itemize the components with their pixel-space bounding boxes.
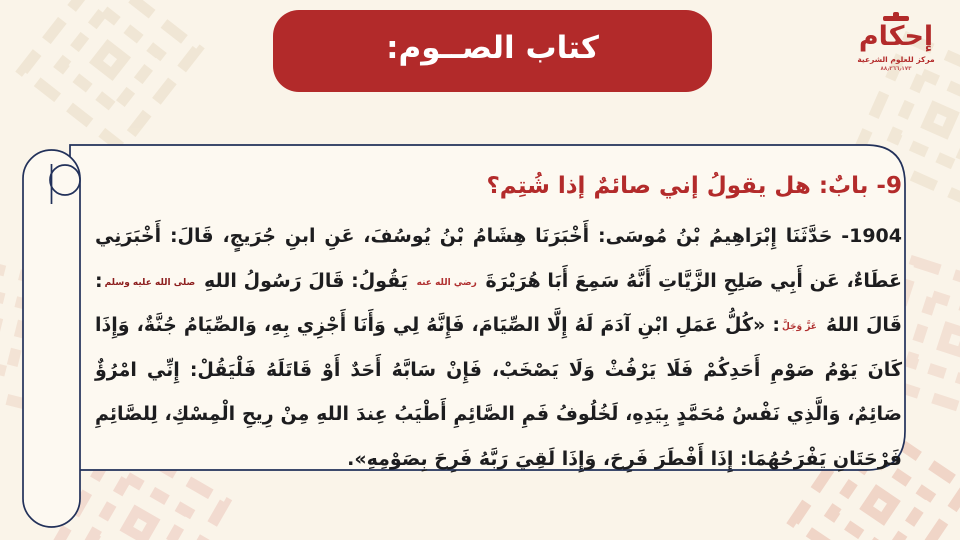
book-title: كتاب الصــوم: <box>386 29 599 66</box>
scroll-roll-left <box>23 150 80 527</box>
logo-small-line: ٨٨٫٣٦٦٫١٧٣ <box>880 65 912 72</box>
hadith-part-1: 1904- حَدَّثَنَا إِبْرَاهِيمُ بْنُ مُوسَى: أَخْبَرَنَا هِشَامُ بْنُ يُوسُفَ، عَنِ ابنِ جُرَيجٍ، قَالَ: أَخْبَرَنِي عَطَاءٌ، عَن أَبِي صَلِحِ الزَّيَّاتِ أَنَّهُ سَمِعَ أَبَا هُرَيْرَةَ <box>95 225 903 292</box>
hadith-part-2: يَقُولُ: قَالَ رَسُولُ اللهِ <box>197 269 415 292</box>
hadith-part-3: : قَالَ اللهُ <box>95 269 903 336</box>
title-banner <box>273 10 712 92</box>
radi-allahu-anhu-icon: رضي الله عنه <box>416 277 477 288</box>
ahkam-logo <box>850 16 942 72</box>
hadith-part-4: : «كُلُّ عَمَلِ ابْنِ آدَمَ لَهُ إِلَّا الصِّيَامَ، فَإِنَّهُ لِي وَأَنَا أَجْزِي بِهِ، وَالصِّيَامُ جُنَّةٌ، وَإِذَا كَانَ يَوْمُ صَوْمِ أَحَدِكُمْ فَلَا يَرْفُثْ وَلَا يَصْخَبْ، فَإِنْ سَابَّهُ أَحَدٌ أَوْ قَاتَلَهُ فَلْيَقُلْ: إِنِّي امْرُؤٌ صَائِمٌ، وَالَّذِي نَفْسُ مُحَمَّدٍ بِيَدِهِ، لَخُلُوفُ فَمِ الصَّائِمِ أَطْيَبُ عِندَ اللهِ مِنْ رِيحِ الْمِسْكِ، لِلصَّائِمِ فَرْحَتَانِ يَفْرَحُهُمَا: إِذَا أَفْطَرَ فَرِحَ، وَإِذَا لَقِيَ رَبَّهُ فَرِحَ بِصَوْمِهِ». <box>95 314 902 470</box>
sallallahu-alayhi-wasallam-icon: صلى الله عليه وسلم <box>104 277 196 288</box>
hadith-text <box>95 214 902 481</box>
kufic-pattern-top-left <box>23 0 197 147</box>
logo-subtitle: مركز للعلوم الشرعية <box>857 54 935 64</box>
logo-title: إحكام <box>858 21 934 52</box>
scroll-content <box>95 166 902 481</box>
chapter-heading: 9- بابٌ: هل يقولُ إني صائمٌ إذا شُتِم؟ <box>486 173 902 199</box>
scroll-curl <box>50 165 80 195</box>
logo-ornament-icon <box>883 16 909 21</box>
azza-wa-jall-icon: عَزَّ وَجَلَّ <box>781 322 817 332</box>
